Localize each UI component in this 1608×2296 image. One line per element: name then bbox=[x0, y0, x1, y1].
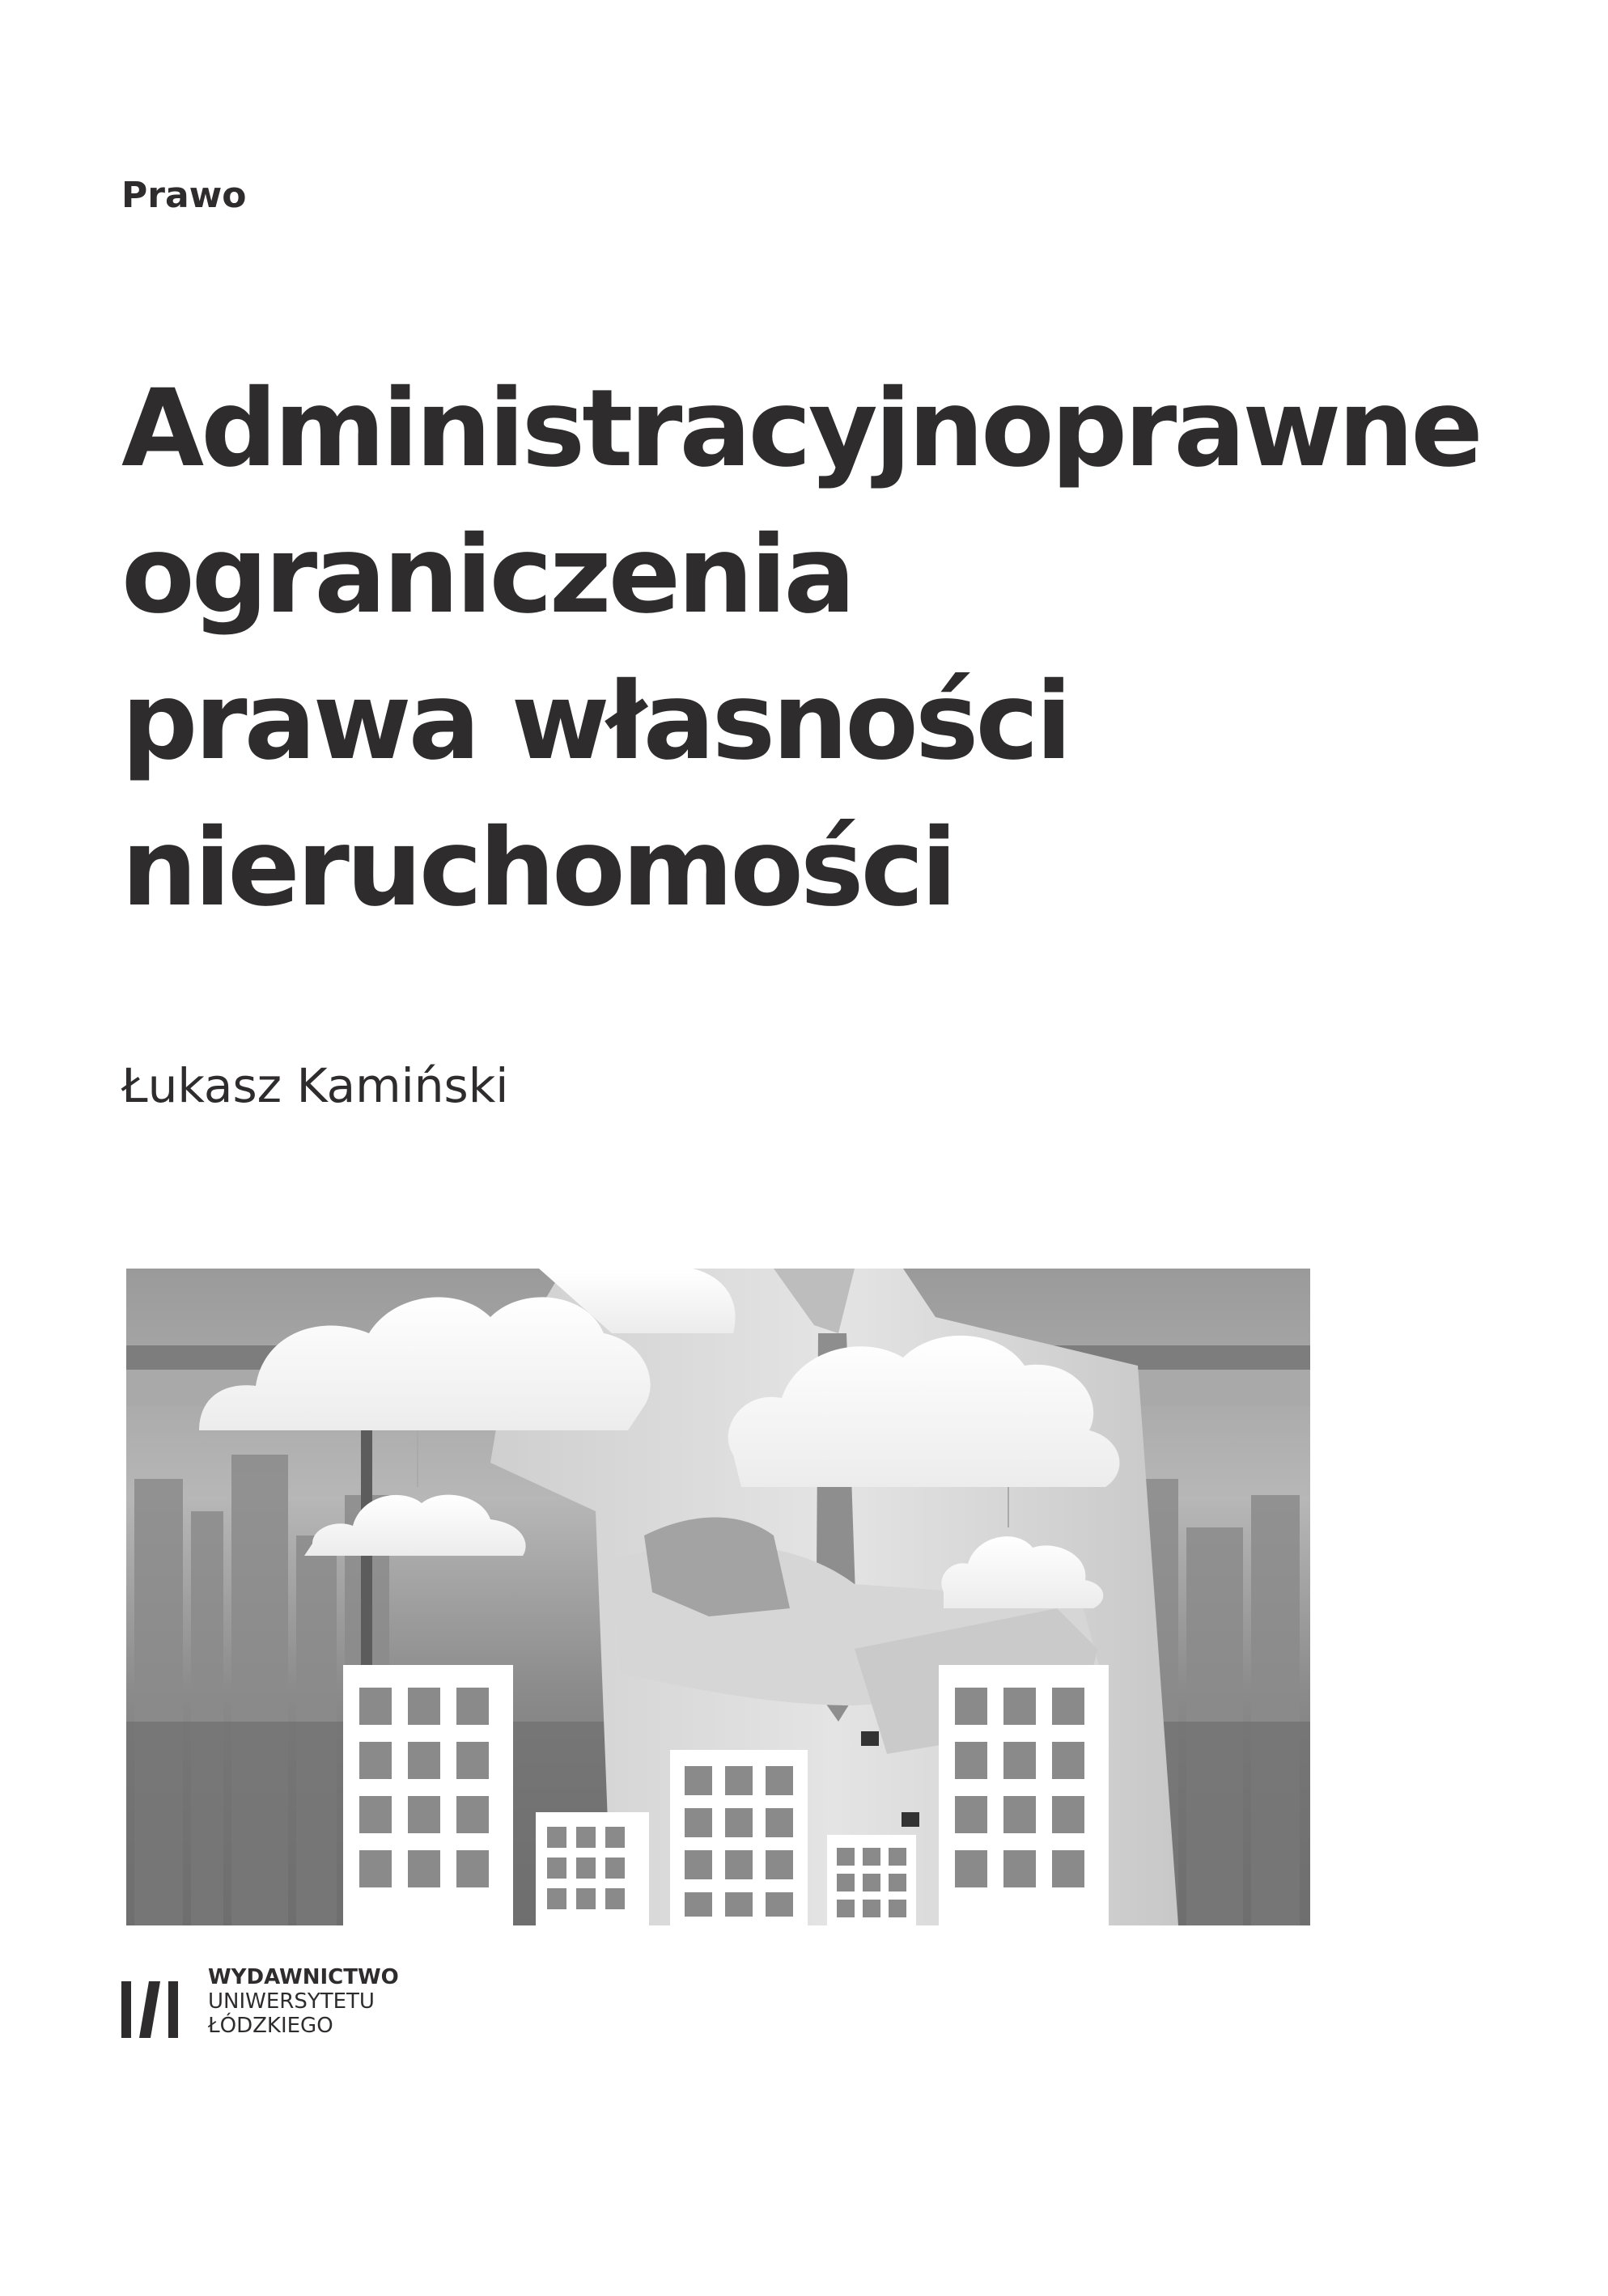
title-line-3: prawa własności bbox=[121, 659, 1069, 784]
title-line-4: nieruchomości bbox=[121, 806, 955, 930]
wul-logo-icon bbox=[121, 1975, 189, 2043]
publisher-name-line-3: ŁÓDZKIEGO bbox=[208, 2014, 333, 2038]
publisher-name-line-2: UNIWERSYTETU bbox=[208, 1989, 375, 2014]
title-line-1: Administracyjnoprawne bbox=[121, 366, 1480, 491]
title-line-2: ograniczenia bbox=[121, 513, 853, 638]
series-label: Prawo bbox=[121, 175, 247, 216]
book-title bbox=[121, 356, 1480, 942]
author-name: Łukasz Kamiński bbox=[121, 1058, 509, 1113]
publisher-name bbox=[208, 1965, 399, 2038]
publisher-name-line-1: WYDAWNICTWO bbox=[208, 1965, 399, 1989]
cover-illustration bbox=[126, 1269, 1310, 1925]
